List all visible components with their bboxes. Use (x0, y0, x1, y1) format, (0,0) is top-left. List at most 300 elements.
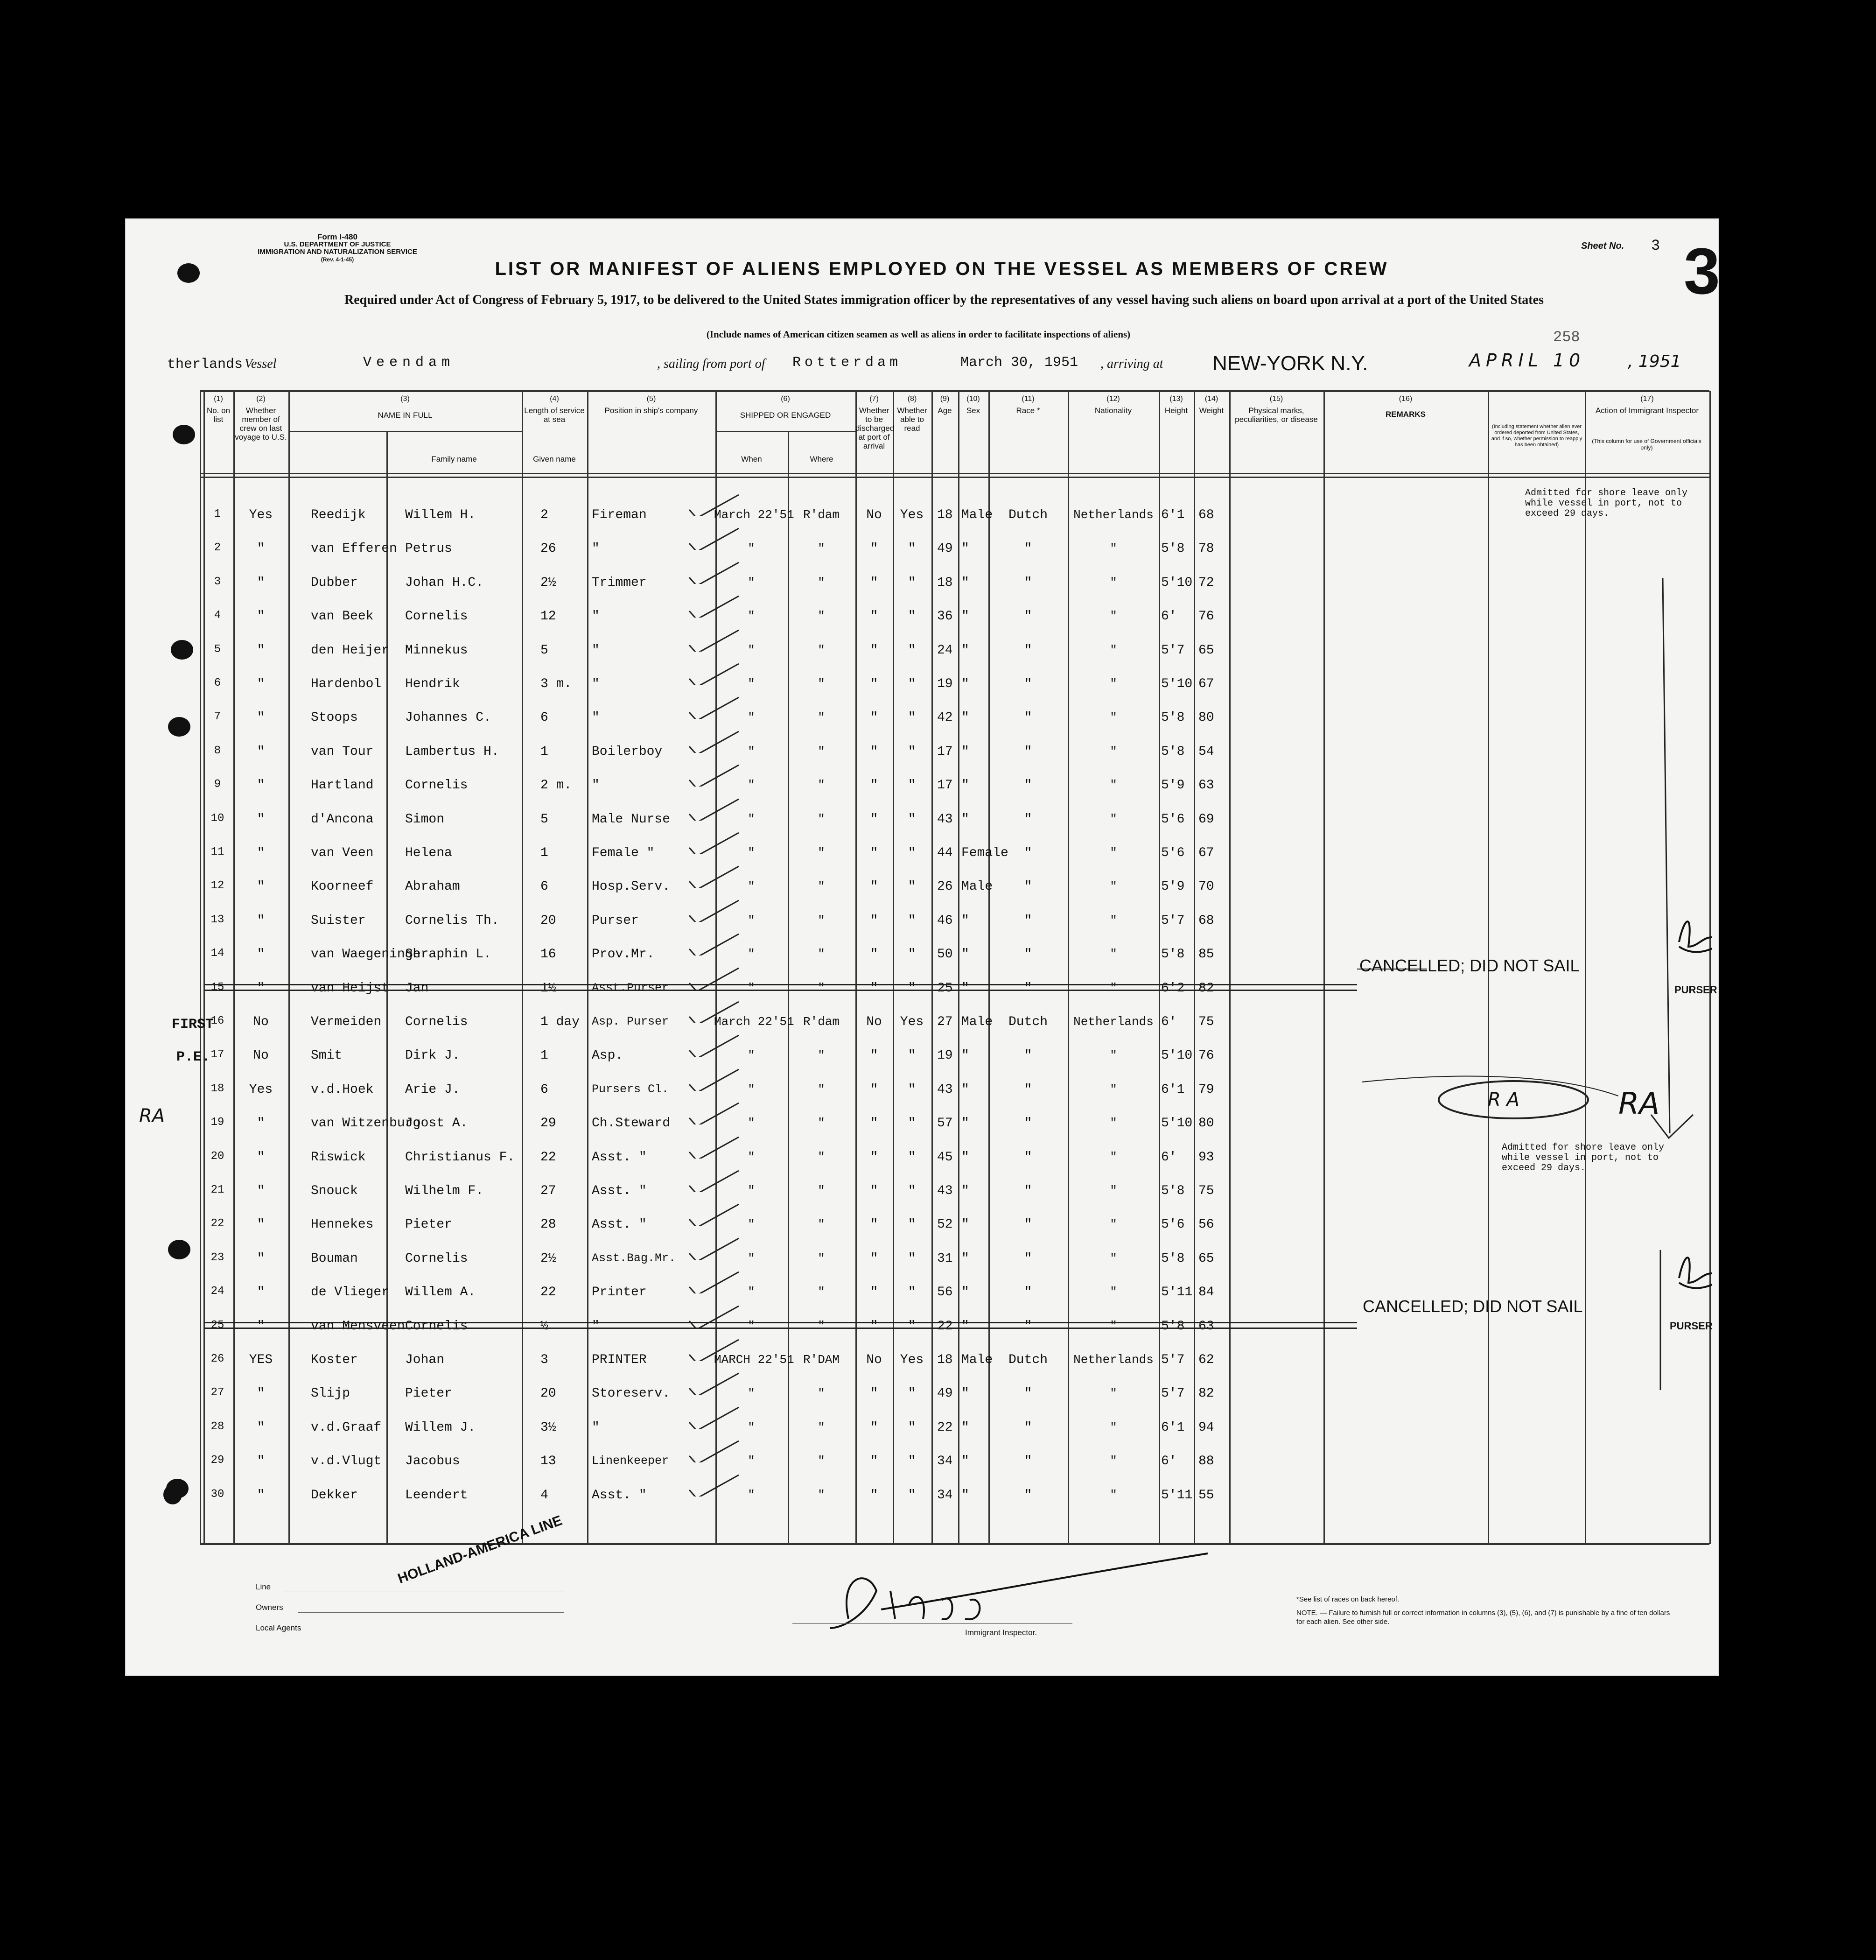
weight: 67 (1198, 677, 1214, 691)
discharged: " (870, 744, 878, 759)
race: " (1024, 913, 1032, 928)
discharged: No (866, 1015, 882, 1029)
length-of-service: 3 m. (540, 677, 572, 691)
age: 34 (937, 1488, 953, 1503)
given-name: Pieter (405, 1217, 452, 1232)
able-to-read: " (908, 744, 916, 759)
check-mark-icon (687, 1304, 743, 1328)
able-to-read: " (908, 1184, 916, 1198)
age: 49 (937, 541, 953, 556)
able-to-read: " (908, 1251, 916, 1266)
given-name: Jacobus (405, 1454, 460, 1469)
prior-voyage: " (257, 812, 265, 827)
races-note: *See list of races on back hereof. (1296, 1595, 1400, 1603)
table-bottom-rule (200, 1543, 1709, 1545)
given-name: Arie J. (405, 1082, 460, 1097)
shipped-where: " (818, 1217, 825, 1232)
family-name: v.d.Graaf (311, 1420, 382, 1435)
height: 6' (1161, 1454, 1177, 1469)
position: " (592, 643, 600, 658)
length-of-service: 29 (540, 1116, 556, 1131)
position: " (592, 541, 600, 556)
position: Asst. " (592, 1184, 647, 1198)
check-mark-icon (687, 594, 743, 618)
row-number: 19 (210, 1116, 224, 1129)
shipped-where: " (818, 710, 825, 725)
position: " (592, 778, 600, 793)
race: " (1024, 1488, 1032, 1503)
weight: 68 (1198, 913, 1214, 928)
col-rule (288, 391, 290, 1544)
weight: 56 (1198, 1217, 1214, 1232)
shipped-when: " (748, 1184, 755, 1198)
row-number: 3 (214, 575, 221, 588)
given-name: Dirk J. (405, 1048, 460, 1063)
shipped-when: " (748, 575, 755, 590)
shipped-when: " (748, 1048, 755, 1063)
length-of-service: 2 m. (540, 778, 572, 793)
given-name: Leendert (405, 1488, 468, 1503)
sex: " (961, 1251, 969, 1266)
purser-label: PURSER (1674, 984, 1717, 996)
pe-annotation: P.E. (176, 1049, 210, 1065)
col-rule (1323, 391, 1325, 1544)
given-name: Seraphin L. (405, 947, 491, 962)
shipped-where: R'DAM (803, 1353, 840, 1367)
discharged: " (870, 1251, 878, 1266)
shipped-when: " (748, 778, 755, 793)
position: Asst.Bag.Mr. (592, 1251, 676, 1265)
discharged: " (870, 1386, 878, 1401)
vessel-name: Veendam (363, 355, 455, 371)
column-header: Sex (966, 406, 980, 415)
family-name: Suister (311, 913, 366, 928)
weight: 63 (1198, 778, 1214, 793)
given-name: Petrus (405, 541, 452, 556)
sex: " (961, 1150, 969, 1165)
sailing-label: , sailing from port of (657, 357, 765, 371)
prior-voyage: " (257, 879, 265, 894)
race: " (1024, 1319, 1032, 1334)
column-number: (13) (1169, 395, 1183, 403)
column-header: REMARKS (1386, 410, 1426, 419)
discharged: " (870, 609, 878, 624)
penalty-note: NOTE. — Failure to furnish full or correct information in columns (3), (5), (6), and (7) is punishable by a fine of ten dollars for each alien. See other side. (1296, 1609, 1670, 1626)
family-name: den Heijer (311, 643, 390, 658)
position: Trimmer (592, 575, 647, 590)
able-to-read: " (908, 1488, 916, 1503)
row-number: 29 (210, 1454, 224, 1467)
shipped-when: " (748, 981, 755, 995)
height: 6'1 (1161, 508, 1185, 522)
nationality: Netherlands (1073, 508, 1154, 522)
check-mark-icon (687, 1236, 743, 1260)
shipped-when: " (748, 846, 755, 860)
length-of-service: 3½ (540, 1420, 556, 1435)
owners-rule (298, 1612, 564, 1613)
column-number: (9) (940, 395, 950, 403)
discharged: " (870, 1285, 878, 1300)
row-number: 6 (214, 677, 221, 689)
form-number: Form I-480 (317, 232, 357, 241)
binder-hole (171, 640, 193, 660)
shipped-where: " (818, 677, 825, 691)
weight: 70 (1198, 879, 1214, 894)
discharged: " (870, 575, 878, 590)
discharged: " (870, 1150, 878, 1165)
race: " (1024, 879, 1032, 894)
shipped-when: " (748, 1420, 755, 1434)
sex: " (961, 1082, 969, 1097)
column-number: (6) (781, 395, 790, 403)
ra-oval-text: R A (1488, 1089, 1519, 1110)
check-mark-icon (687, 797, 743, 821)
shipped-where: " (818, 981, 825, 995)
row-number: 15 (210, 981, 224, 994)
able-to-read: " (908, 1048, 916, 1063)
age: 43 (937, 1184, 953, 1198)
given-name: Lambertus H. (405, 744, 499, 759)
race: " (1024, 1420, 1032, 1435)
shipped-where: " (818, 643, 825, 657)
ra-action: RA (1618, 1087, 1660, 1121)
position: Prov.Mr. (592, 947, 655, 962)
cancelled-stamp: CANCELLED; DID NOT SAIL (1363, 1297, 1583, 1316)
race: " (1024, 609, 1032, 624)
shipped-when: MARCH 22'51 (714, 1353, 794, 1367)
nationality: " (1110, 1048, 1117, 1063)
check-mark-icon (687, 1033, 743, 1057)
age: 43 (937, 812, 953, 827)
column-header: Whether member of crew on last voyage to U.S. (235, 406, 287, 442)
sex: Male (961, 879, 993, 894)
prior-voyage: " (257, 1319, 265, 1334)
age: 56 (937, 1285, 953, 1300)
sex: " (961, 1217, 969, 1232)
shipped-when: " (748, 1285, 755, 1300)
discharged: " (870, 710, 878, 725)
prior-voyage: Yes (249, 1082, 273, 1097)
shipped-when: " (748, 879, 755, 894)
position: Pursers Cl. (592, 1082, 669, 1096)
sex: " (961, 1184, 969, 1198)
able-to-read: " (908, 1386, 916, 1401)
column-number: (12) (1106, 395, 1120, 403)
length-of-service: 3 (540, 1353, 548, 1367)
nationality: " (1110, 1217, 1117, 1232)
check-mark-icon (687, 1439, 743, 1462)
weight: 55 (1198, 1488, 1214, 1503)
age: 27 (937, 1015, 953, 1029)
first-annotation: FIRST (172, 1017, 214, 1033)
height: 5'8 (1161, 710, 1185, 725)
position: " (592, 1319, 600, 1334)
age: 50 (937, 947, 953, 962)
age: 25 (937, 981, 953, 996)
strike-through-line (204, 990, 1357, 991)
sex: " (961, 812, 969, 827)
row-number: 24 (210, 1285, 224, 1298)
row-number: 8 (214, 744, 221, 757)
length-of-service: 6 (540, 879, 548, 894)
row-number: 10 (210, 812, 224, 825)
discharged: " (870, 947, 878, 962)
column-number: (2) (256, 395, 266, 403)
nationality: " (1110, 541, 1117, 556)
prior-voyage: " (257, 609, 265, 624)
check-mark-icon (687, 966, 743, 990)
position: Storeserv. (592, 1386, 671, 1401)
race: Dutch (1008, 1015, 1048, 1029)
sex: " (961, 1386, 969, 1401)
age: 34 (937, 1454, 953, 1469)
length-of-service: 22 (540, 1150, 556, 1165)
arrival-date: APRIL 10 (1469, 350, 1585, 371)
check-mark-icon (687, 1202, 743, 1226)
age: 42 (937, 710, 953, 725)
sex: " (961, 677, 969, 691)
discharged: No (866, 508, 882, 522)
race: " (1024, 541, 1032, 556)
page-title: LIST OR MANIFEST OF ALIENS EMPLOYED ON THE VESSEL AS MEMBERS OF CREW (495, 259, 1389, 279)
shipped-when: " (748, 744, 755, 759)
age: 17 (937, 778, 953, 793)
height: 5'7 (1161, 643, 1185, 658)
column-header: Nationality (1094, 406, 1132, 415)
height: 6' (1161, 609, 1177, 624)
able-to-read: " (908, 1082, 916, 1097)
length-of-service: 6 (540, 1082, 548, 1097)
column-number: (5) (646, 395, 656, 403)
check-mark-icon (687, 1270, 743, 1293)
able-to-read: " (908, 947, 916, 962)
nationality: " (1110, 913, 1117, 927)
family-name: Snouck (311, 1184, 358, 1198)
race: Dutch (1008, 508, 1048, 522)
length-of-service: 16 (540, 947, 556, 962)
age: 36 (937, 609, 953, 624)
nationality: " (1110, 981, 1117, 995)
shipped-where: " (818, 1150, 825, 1164)
length-of-service: 20 (540, 1386, 556, 1401)
given-name: Pieter (405, 1386, 452, 1401)
length-of-service: 5 (540, 643, 548, 658)
inspector-rule (792, 1623, 1072, 1624)
prior-voyage: " (257, 677, 265, 691)
position: Printer (592, 1285, 647, 1300)
able-to-read: " (908, 981, 916, 996)
height: 5'10 (1161, 575, 1193, 590)
col-rule (1159, 391, 1160, 1544)
prior-voyage: " (257, 1420, 265, 1435)
weight: 80 (1198, 1116, 1214, 1131)
able-to-read: " (908, 1454, 916, 1469)
given-name: Johan H.C. (405, 575, 484, 590)
ra-annotation: RA (139, 1105, 165, 1127)
nationality: " (1110, 1251, 1117, 1265)
given-name: Cornelis (405, 1319, 468, 1334)
check-mark-icon (687, 1405, 743, 1429)
position: Purser (592, 913, 639, 928)
arrow-line (1663, 578, 1670, 1133)
shipped-when: " (748, 1454, 755, 1468)
nationality: " (1110, 778, 1117, 793)
col-rule (1229, 391, 1231, 1544)
position: Asp. (592, 1048, 623, 1063)
nationality: " (1110, 1488, 1117, 1502)
able-to-read: " (908, 643, 916, 658)
family-name: Hennekes (311, 1217, 374, 1232)
service: IMMIGRATION AND NATURALIZATION SERVICE (258, 248, 417, 256)
nationality: " (1110, 846, 1117, 860)
shipped-when: " (748, 1116, 755, 1131)
nationality: " (1110, 1116, 1117, 1131)
race: " (1024, 643, 1032, 658)
shore-leave-remark: Admitted for shore leave only while vessel in port, not to exceed 29 days. (1502, 1142, 1665, 1173)
able-to-read: " (908, 677, 916, 691)
column-header: Weight (1199, 406, 1224, 415)
given-name: Willem H. (405, 508, 476, 522)
length-of-service: 4 (540, 1488, 548, 1503)
age: 19 (937, 677, 953, 691)
sex: " (961, 1048, 969, 1063)
given-name: Johannes C. (405, 710, 491, 725)
height: 5'6 (1161, 846, 1185, 860)
height: 5'11 (1161, 1488, 1193, 1503)
col-rule (931, 391, 933, 1544)
age: 26 (937, 879, 953, 894)
height: 5'10 (1161, 677, 1193, 691)
age: 22 (937, 1420, 953, 1435)
shipped-where: " (818, 744, 825, 759)
departure-date: March 30, 1951 (960, 355, 1078, 371)
column-header: Physical marks, peculiarities, or disease (1235, 406, 1318, 424)
race: " (1024, 575, 1032, 590)
prior-voyage: " (257, 778, 265, 793)
shipped-where: R'dam (803, 1015, 840, 1029)
prior-voyage: " (257, 1150, 265, 1165)
given-name: Johan (405, 1353, 445, 1367)
check-mark-icon (687, 831, 743, 854)
race: " (1024, 710, 1032, 725)
col-rule (988, 391, 990, 1544)
purser-label: PURSER (1670, 1320, 1713, 1332)
nationality: " (1110, 1285, 1117, 1300)
row-number: 23 (210, 1251, 224, 1264)
height: 5'7 (1161, 913, 1185, 928)
weight: 78 (1198, 541, 1214, 556)
column-header: Whether able to read (897, 406, 927, 433)
age: 31 (937, 1251, 953, 1266)
sex: " (961, 609, 969, 624)
discharged: " (870, 1420, 878, 1435)
weight: 63 (1198, 1319, 1214, 1334)
prior-voyage: " (257, 1454, 265, 1469)
shipped-where: " (818, 541, 825, 556)
col-rule (855, 391, 857, 1544)
given-name: Minnekus (405, 643, 468, 658)
weight: 82 (1198, 1386, 1214, 1401)
family-name: van Witzenburg (311, 1116, 421, 1131)
height: 6'1 (1161, 1420, 1185, 1435)
length-of-service: 20 (540, 913, 556, 928)
given-name: Cornelis Th. (405, 913, 499, 928)
departure-port: Rotterdam (792, 355, 902, 371)
department: U.S. DEPARTMENT OF JUSTICE (284, 240, 391, 248)
age: 18 (937, 508, 953, 522)
race: " (1024, 1116, 1032, 1131)
binder-hole (163, 1485, 182, 1504)
age: 52 (937, 1217, 953, 1232)
column-number: (16) (1399, 395, 1413, 403)
family-name: Hartland (311, 778, 374, 793)
shipped-when: " (748, 643, 755, 657)
given-name: Wilhelm F. (405, 1184, 484, 1198)
column-number: (1) (214, 395, 223, 403)
position: Hosp.Serv. (592, 879, 671, 894)
shipped-subhead-rule (715, 431, 855, 432)
position: Fireman (592, 508, 647, 522)
check-mark-icon (687, 628, 743, 652)
family-name: van Mensveen (311, 1319, 405, 1334)
race: " (1024, 947, 1032, 962)
line-label: Line (256, 1582, 271, 1591)
height: 5'7 (1161, 1386, 1185, 1401)
row-number: 5 (214, 643, 221, 656)
length-of-service: 28 (540, 1217, 556, 1232)
sex: " (961, 643, 969, 658)
weight: 76 (1198, 609, 1214, 624)
length-of-service: 2½ (540, 1251, 556, 1266)
table-header-rule (200, 477, 1709, 478)
row-number: 14 (210, 947, 224, 960)
check-mark-icon (687, 662, 743, 685)
race: " (1024, 677, 1032, 691)
check-mark-icon (687, 1000, 743, 1023)
family-name: v.d.Vlugt (311, 1454, 382, 1469)
race: " (1024, 1150, 1032, 1165)
sex: " (961, 1454, 969, 1469)
family-name: v.d.Hoek (311, 1082, 374, 1097)
row-number: 9 (214, 778, 221, 791)
weight: 79 (1198, 1082, 1214, 1097)
length-of-service: 1½ (540, 981, 556, 996)
length-of-service: 1 (540, 744, 548, 759)
shipped-where: " (818, 846, 825, 860)
column-header: Whether to be discharged at port of arrival (855, 406, 895, 450)
position: Female " (592, 846, 655, 860)
column-number: (3) (400, 395, 410, 403)
prior-voyage: " (257, 1488, 265, 1503)
height: 5'8 (1161, 947, 1185, 962)
able-to-read: Yes (900, 508, 924, 522)
row-number: 1 (214, 508, 221, 520)
age: 18 (937, 575, 953, 590)
strike-through-line (204, 984, 1357, 985)
when-header: When (741, 455, 762, 464)
where-header: Where (810, 455, 833, 464)
shipped-where: " (818, 1048, 825, 1063)
column-header: Race * (1016, 406, 1040, 415)
discharged: " (870, 1488, 878, 1503)
height: 5'11 (1161, 1285, 1193, 1300)
shipped-when: " (748, 541, 755, 556)
height: 5'7 (1161, 1353, 1185, 1367)
sex: " (961, 1319, 969, 1334)
page-subtitle: Required under Act of Congress of February 5, 1917, to be delivered to the United States immigration officer by the representatives of any vessel having such aliens on board upon arrival at a port of the United States (344, 293, 1544, 307)
position: Ch.Steward (592, 1116, 671, 1131)
nationality: " (1110, 1184, 1117, 1198)
